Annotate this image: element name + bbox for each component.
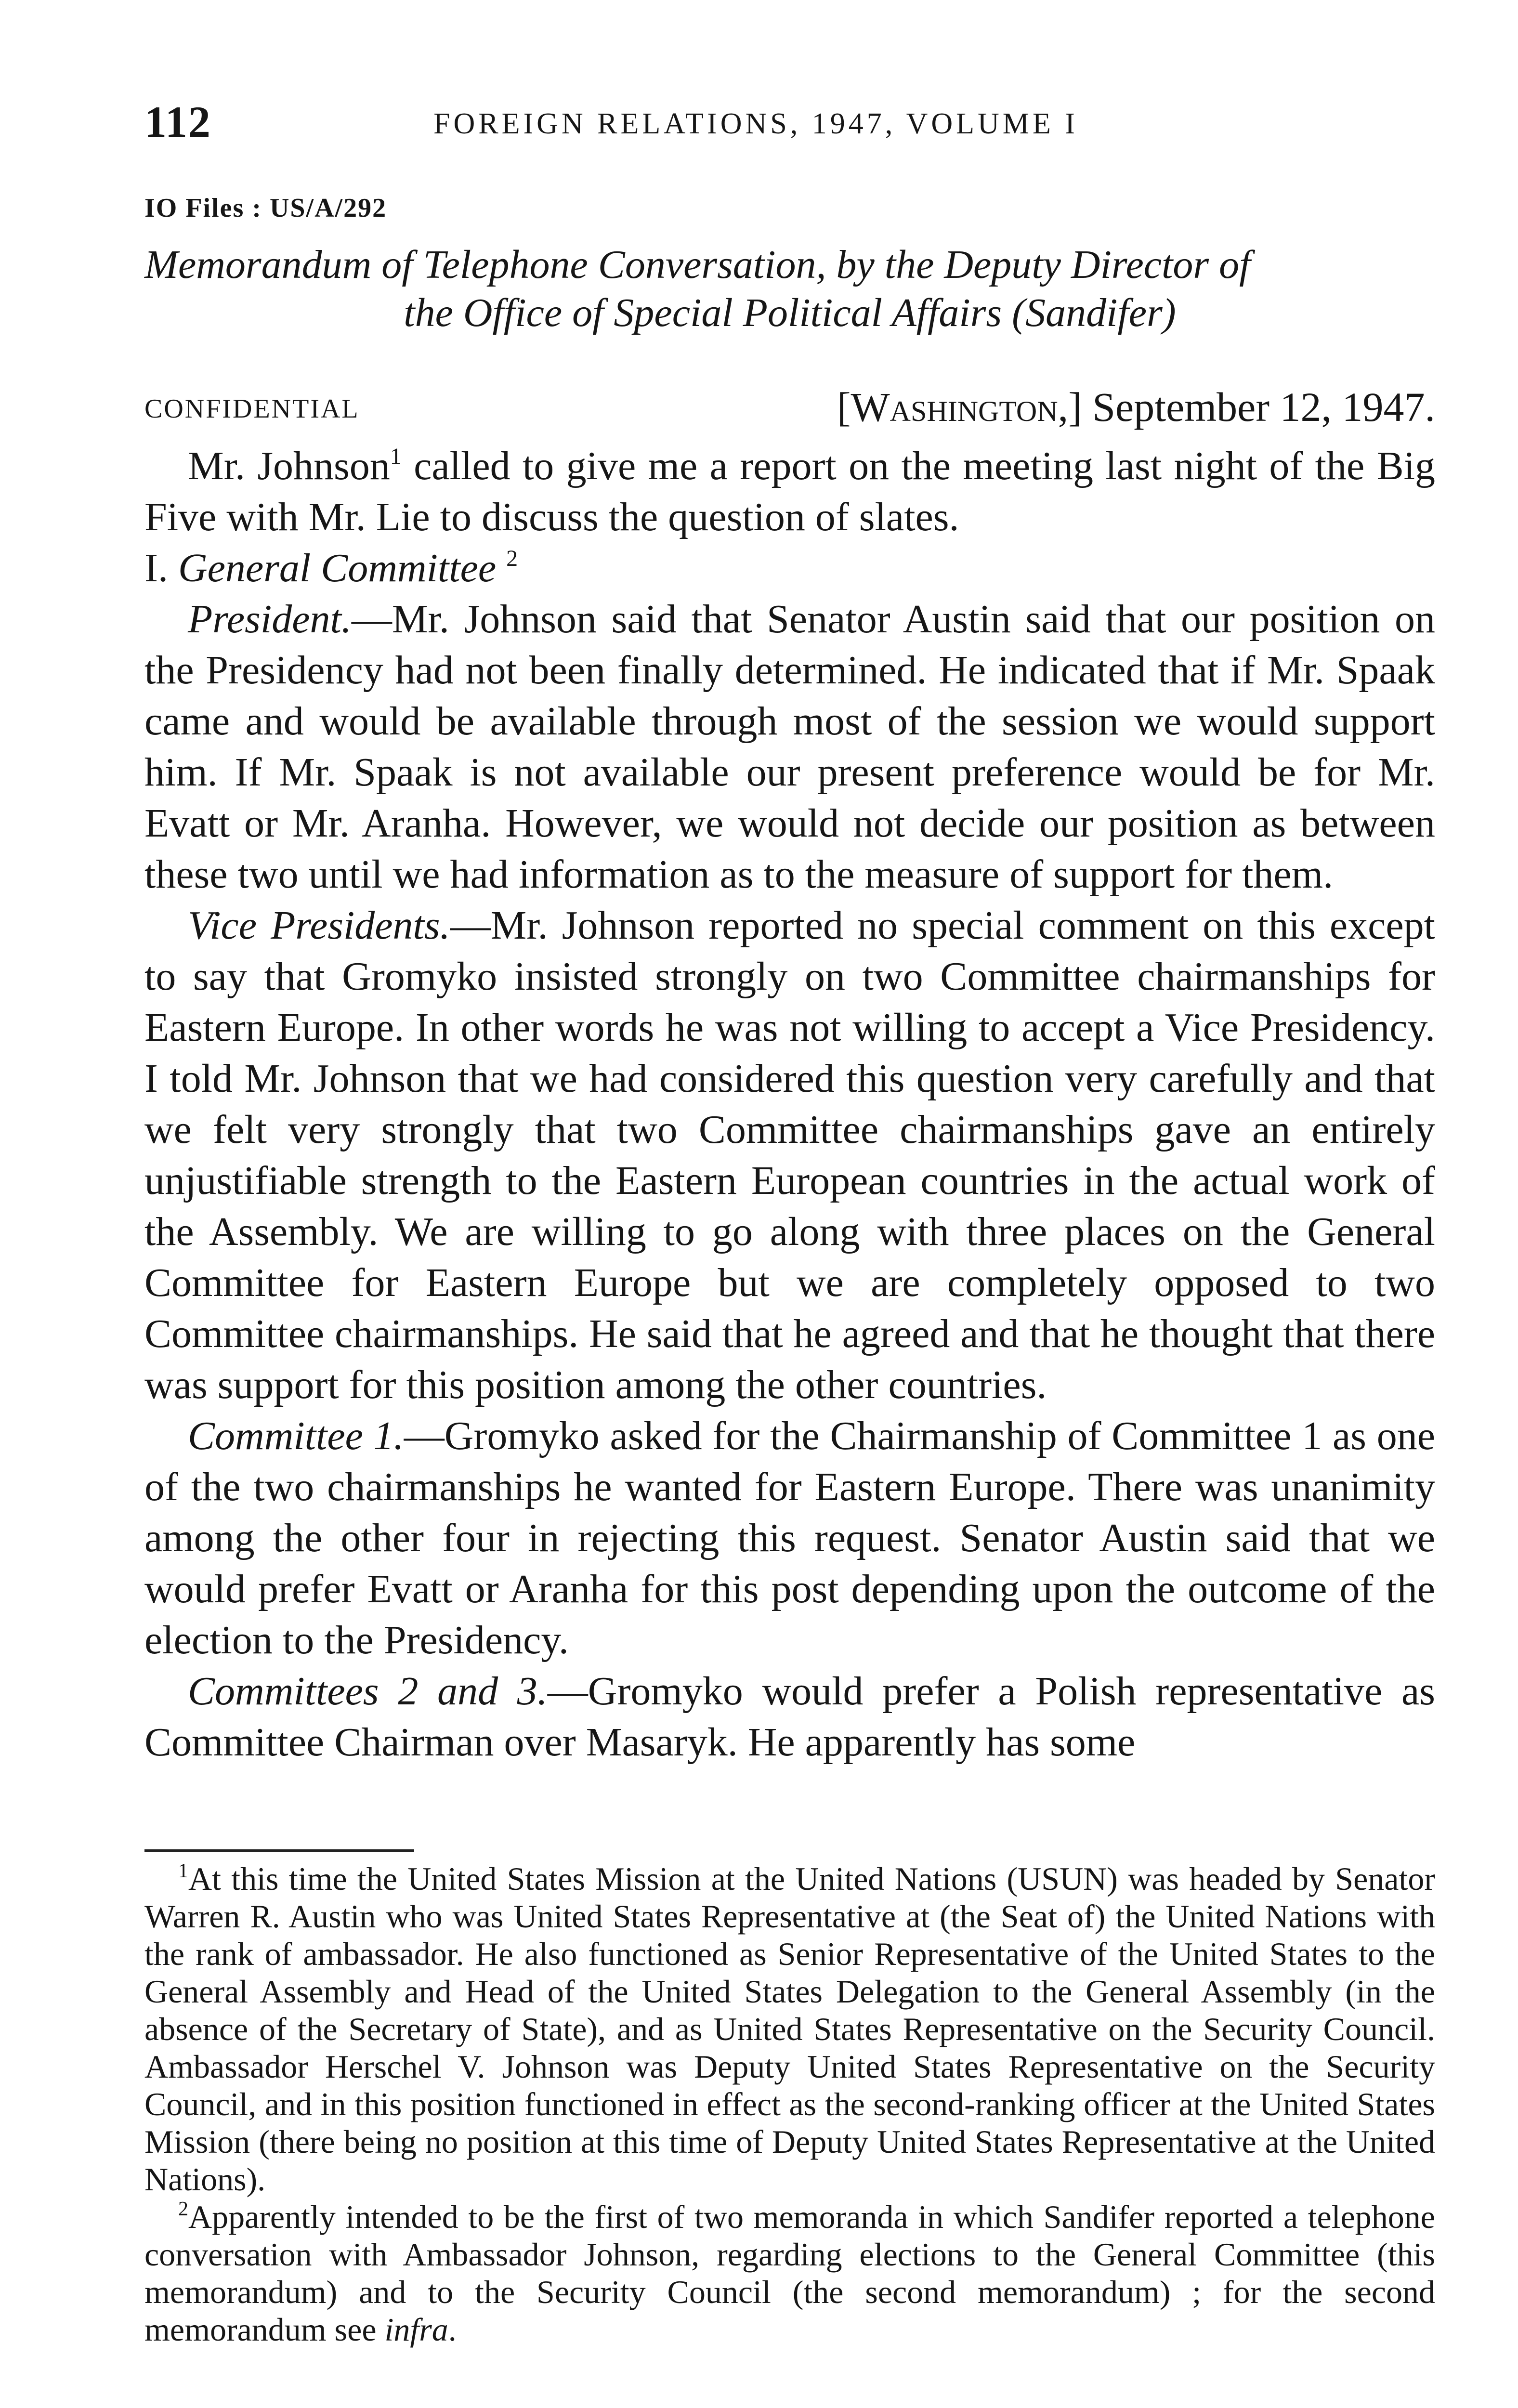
- document-title-line-2: the Office of Special Political Affairs (Sandifer): [404, 290, 1176, 335]
- footnote-end: .: [448, 2311, 457, 2348]
- footnote-cross-reference: infra: [384, 2311, 448, 2348]
- section-title: General Committee: [178, 546, 497, 590]
- paragraph-label: President.: [188, 597, 352, 641]
- page-header: [144, 96, 1435, 154]
- classification-label: CONFIDENTIAL: [144, 394, 360, 424]
- footnote-1: [144, 1860, 1435, 2198]
- footnote-text: Apparently intended to be the first of two memoranda in which Sandifer reported a telephone conversation with Ambassador Johnson, regarding elections to the General Committee (this memorandum) and to the Security Council (the second memorandum) ; for the second memorandum see: [144, 2199, 1435, 2348]
- footnote-marker: 1: [178, 1860, 188, 1882]
- intro-text-start: Mr. Johnson: [188, 444, 390, 488]
- file-reference: IO Files : US/A/292: [144, 193, 387, 223]
- paragraph-text: —Mr. Johnson said that Senator Austin said that our position on the Presidency had not been finally determined. He indicated that if Mr. Spaak came and would be available through most of the session we would support him. If Mr. Spaak is not available our present preference would be for Mr. Evatt or Mr. Aranha. However, we would not decide our position as between these two until we had information as to the measure of support for them.: [144, 597, 1435, 897]
- footnote-marker: 2: [178, 2198, 188, 2220]
- paragraph-committee-1: [144, 1411, 1435, 1666]
- date-place: [837, 383, 1435, 431]
- footnote-ref-2: 2: [506, 546, 518, 571]
- paragraph-committees-2-3: [144, 1666, 1435, 1768]
- footnote-text: At this time the United States Mission at the United Nations (USUN) was headed by Senator Warren R. Austin who was United States Representative at (the Seat of) the United Nations with the rank of ambassador. He also functioned as Senior Representative of the United States to the General Assembly and Head of the United States Delegation to the General Assembly (in the absence of the Secretary of State), and as United States Representative on the Security Council. Ambassador Herschel V. Johnson was Deputy United States Representative on the Security Council, and in this position functioned in effect as the second-ranking officer at the United States Mission (there being no position at this time of Deputy United States Representative at the United Nations).: [144, 1860, 1435, 2198]
- paragraph-label: Vice Presidents.: [188, 903, 450, 948]
- body-text: [144, 441, 1435, 1768]
- paragraph-text: —Mr. Johnson reported no special comment on this except to say that Gromyko insisted strongly on two Committee chairmanships for Eastern Europe. In other words he was not willing to accept a Vice Presidency. I told Mr. Johnson that we had considered this question very carefully and that we felt very strongly that two Committee chairmanships gave an entirely unjustifiable strength to the Eastern European countries in the actual work of the Assembly. We are willing to go along with three places on the General Committee for Eastern Europe but we are completely opposed to two Committee chairmanships. He said that he agreed and that he thought that there was support for this position among the other countries.: [144, 903, 1436, 1407]
- paragraph-text: —Gromyko asked for the Chairmanship of Committee 1 as one of the two chairmanships he wanted for Eastern Europe. There was unanimity among the other four in rejecting this request. Senator Austin said that we would prefer Evatt or Aranha for this post depending upon the outcome of the election to the Presidency.: [144, 1413, 1435, 1662]
- paragraph-text: —Gromyko would prefer a Polish representative as Committee Chairman over Masaryk. He apparently has some: [144, 1669, 1435, 1765]
- footnotes: [144, 1860, 1435, 2348]
- date: September 12, 1947.: [1092, 384, 1435, 430]
- document-title: [144, 241, 1435, 337]
- dateline: [144, 383, 1435, 436]
- intro-text-end: called to give me a report on the meeting last night of the Big Five with Mr. Lie to discuss the question of slates.: [144, 444, 1435, 539]
- paragraph-president: [144, 594, 1435, 900]
- running-title: FOREIGN RELATIONS, 1947, VOLUME I: [433, 107, 1078, 140]
- document-title-line-1: Memorandum of Telephone Conversation, by the Deputy Director of: [144, 242, 1251, 287]
- footnote-2: [144, 2198, 1435, 2348]
- paragraph-label: Committees 2 and 3.: [188, 1669, 548, 1714]
- section-number: I.: [144, 546, 178, 590]
- footnote-ref-1: 1: [390, 444, 402, 469]
- paragraph-label: Committee 1.: [188, 1413, 404, 1458]
- footnote-divider: [144, 1849, 414, 1852]
- place: [Washington,]: [837, 384, 1082, 430]
- section-heading: [144, 543, 1435, 594]
- paragraph-vice-presidents: [144, 900, 1435, 1411]
- intro-paragraph: [144, 441, 1435, 543]
- page-number: 112: [144, 97, 211, 146]
